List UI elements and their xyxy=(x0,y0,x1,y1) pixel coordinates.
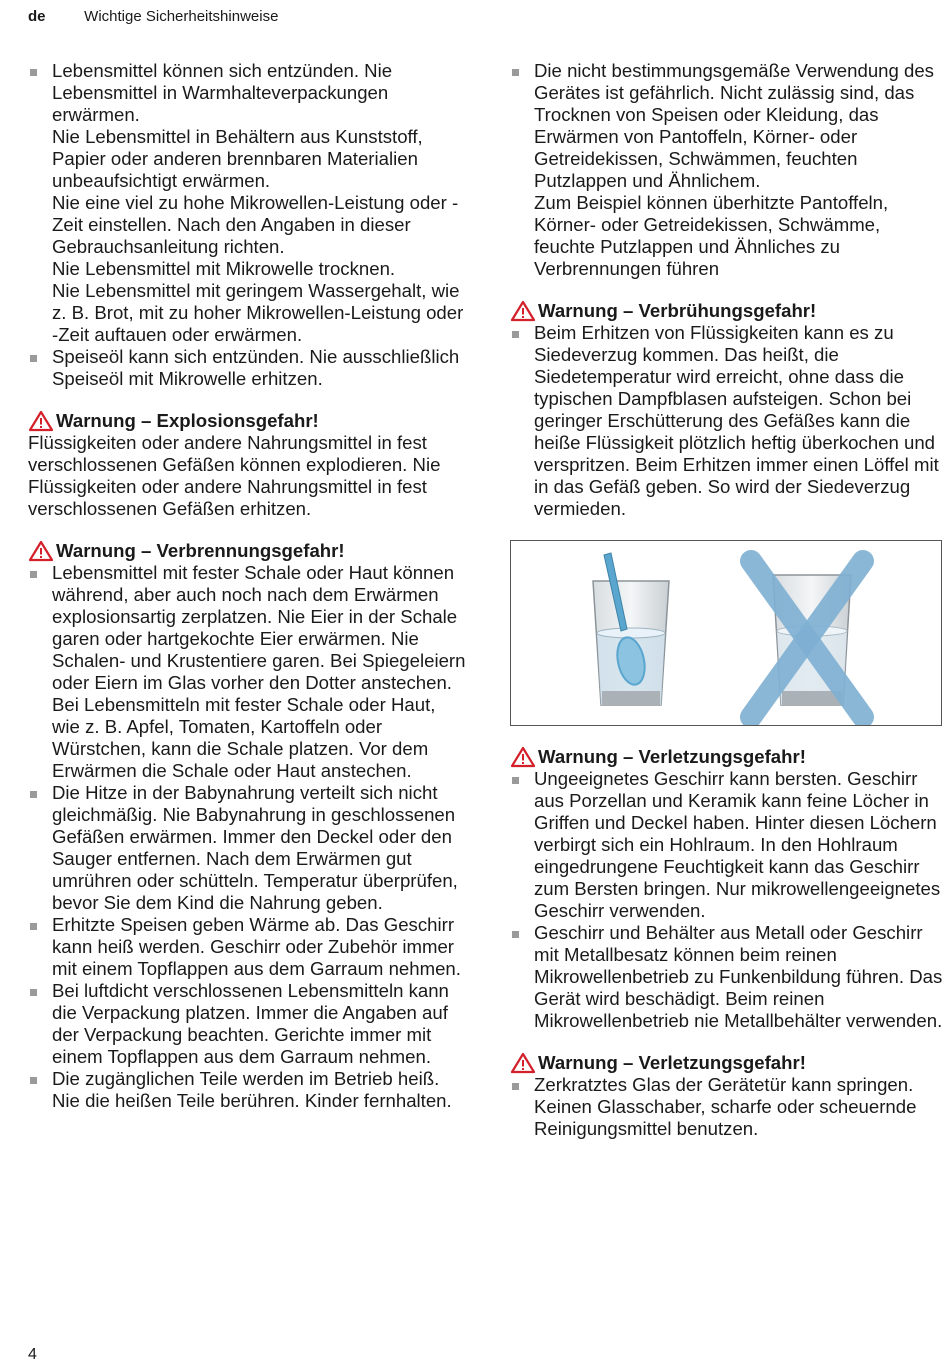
paragraph: Zum Beispiel können überhitzte Pantoffeln, Körner- oder Getreidekissen, Schwämme, feuchte Putzlappen und Ähnliches zu Verbrennungen führen xyxy=(534,192,889,279)
paragraph: Die Hitze in der Babynahrung verteilt sich nicht gleichmäßig. Nie Babynahrung in geschlossenen Gefäßen erwärmen. Immer den Deckel oder den Sauger entfernen. Nach dem Erwärmen gut umrühren oder schütteln. Temperatur überprüfen, bevor Sie dem Kind die Nahrung geben. xyxy=(52,782,458,913)
list-item xyxy=(28,562,468,782)
warning-triangle-icon xyxy=(510,300,536,322)
section-title: Wichtige Sicherheitshinweise xyxy=(84,8,279,25)
list-item xyxy=(510,60,946,280)
warning-title: Warnung – Verletzungsgefahr! xyxy=(538,746,806,767)
glass-with-spoon-icon xyxy=(593,553,669,705)
bullet-icon xyxy=(30,69,37,76)
list-item xyxy=(28,346,468,390)
warning-triangle-icon xyxy=(510,746,536,768)
list-item xyxy=(510,922,946,1032)
paragraph: Speiseöl kann sich entzünden. Nie ausschließlich Speiseöl mit Mikrowelle erhitzen. xyxy=(52,346,460,389)
paragraph: Bei luftdicht verschlossenen Lebensmitteln kann die Verpackung platzen. Immer die Angaben auf der Verpackung beachten. Gerichte immer mit einem Topflappen aus dem Garraum nehmen. xyxy=(52,980,449,1067)
paragraph: Lebensmittel können sich entzünden. Nie Lebensmittel in Warmhalteverpackungen erwärmen. xyxy=(52,60,393,125)
warning-triangle-icon xyxy=(510,1052,536,1074)
list-item xyxy=(510,768,946,922)
warning-title: Warnung – Explosionsgefahr! xyxy=(56,410,319,431)
warning-heading xyxy=(28,410,468,432)
warning-heading xyxy=(510,1052,946,1074)
paragraph: Nie Lebensmittel mit geringem Wassergehalt, wie z. B. Brot, mit zu hoher Mikrowellen-Leistung oder -Zeit auftauen oder erwärmen. xyxy=(52,280,464,345)
list-item xyxy=(28,914,468,980)
list-item xyxy=(28,782,468,914)
warning-title: Warnung – Verbrennungsgefahr! xyxy=(56,540,345,561)
bullet-icon xyxy=(512,331,519,338)
warning-heading xyxy=(510,746,946,768)
list-item xyxy=(28,60,468,346)
warning-heading xyxy=(510,300,946,322)
warning-triangle-icon xyxy=(28,410,54,432)
bullet-icon xyxy=(30,1077,37,1084)
paragraph: Lebensmittel mit fester Schale oder Haut können während, aber auch noch nach dem Erwärmen explosionsartig zerplatzen. Nie Eier in der Schale garen oder hartgekochte Eier erwärmen. Nie Schalen- und Krustentiere garen. Bei Spiegeleiern oder Eiern im Glas vorher den Dotter anstechen. Bei Lebensmitteln mit fester Schale oder Haut, wie z. B. Apfel, Tomaten, Kartoffeln oder Würstchen, kann die Schale platzen. Vor dem Erwärmen die Schale oder Haut anstechen. xyxy=(52,562,466,781)
bullet-icon xyxy=(30,923,37,930)
warning-heading xyxy=(28,540,468,562)
paragraph: Geschirr und Behälter aus Metall oder Geschirr mit Metallbesatz können beim reinen Mikrowellenbetrieb zu Funkenbildung führen. Das Gerät wird beschädigt. Beim reinen Mikrowellenbetrieb nie Metallbehälter verwenden. xyxy=(534,922,943,1031)
glass-spoon-figure xyxy=(511,541,941,725)
left-column xyxy=(28,60,468,1112)
paragraph: Erhitzte Speisen geben Wärme ab. Das Geschirr kann heiß werden. Geschirr oder Zubehör immer mit einem Topflappen aus dem Garraum nehmen. xyxy=(52,914,461,979)
paragraph: Ungeeignetes Geschirr kann bersten. Geschirr aus Porzellan und Keramik kann feine Löcher in Griffen und Deckel haben. Hinter diesen Löchern verbirgt sich ein Hohlraum. In den Hohlraum eingedrungene Feuchtigkeit kann das Geschirr zum Bersten bringen. Nur mikrowellengeeignetes Geschirr verwenden. xyxy=(534,768,941,921)
warning-title: Warnung – Verbrühungsgefahr! xyxy=(538,300,817,321)
page-header xyxy=(28,8,278,25)
right-column xyxy=(510,60,946,1140)
bullet-icon xyxy=(512,931,519,938)
bullet-icon xyxy=(30,355,37,362)
list-item xyxy=(510,1074,946,1140)
page-number: 4 xyxy=(28,1346,37,1363)
paragraph: Nie eine viel zu hohe Mikrowellen-Leistung oder -Zeit einstellen. Nach den Angaben in dieser Gebrauchsanleitung richten. xyxy=(52,192,459,257)
paragraph: Beim Erhitzen von Flüssigkeiten kann es zu Siedeverzug kommen. Das heißt, die Siedetemperatur wird erreicht, ohne dass die typischen Dampfblasen aufsteigen. Schon bei geringer Erschütterung des Gefäßes kann die heiße Flüssigkeit plötzlich heftig überkochen und verspritzen. Beim Erhitzen immer einen Löffel mit in das Gefäß geben. So wird der Siedeverzug vermieden. xyxy=(534,322,939,519)
paragraph: Die zugänglichen Teile werden im Betrieb heiß. Nie die heißen Teile berühren. Kinder fernhalten. xyxy=(52,1068,452,1111)
glass-spoon-illustration xyxy=(510,540,942,726)
list-item xyxy=(28,1068,468,1112)
bullet-icon xyxy=(512,777,519,784)
paragraph: Die nicht bestimmungsgemäße Verwendung des Gerätes ist gefährlich. Nicht zulässig sind, das Trocknen von Speisen oder Kleidung, das Erwärmen von Pantoffeln, Körner- oder Getreidekissen, Schwämmen, feuchten Putzlappen und Ähnlichem. xyxy=(534,60,934,191)
bullet-icon xyxy=(30,571,37,578)
list-item xyxy=(510,322,946,520)
bullet-icon xyxy=(512,69,519,76)
bullet-icon xyxy=(512,1083,519,1090)
paragraph: Nie Lebensmittel mit Mikrowelle trocknen. xyxy=(52,258,396,279)
language-code: de xyxy=(28,8,46,25)
warning-title: Warnung – Verletzungsgefahr! xyxy=(538,1052,806,1073)
list-item xyxy=(28,980,468,1068)
bullet-icon xyxy=(30,989,37,996)
warning-triangle-icon xyxy=(28,540,54,562)
bullet-icon xyxy=(30,791,37,798)
paragraph: Zerkratztes Glas der Gerätetür kann springen. Keinen Glasschaber, scharfe oder scheuernde Reinigungsmittel benutzen. xyxy=(534,1074,917,1139)
paragraph: Nie Lebensmittel in Behältern aus Kunststoff, Papier oder anderen brennbaren Materialien unbeaufsichtigt erwärmen. xyxy=(52,126,423,191)
warning-text: Flüssigkeiten oder andere Nahrungsmittel in fest verschlossenen Gefäßen können explodieren. Nie Flüssigkeiten oder andere Nahrungsmittel in fest verschlossenen Gefäßen erhitzen. xyxy=(28,432,441,519)
